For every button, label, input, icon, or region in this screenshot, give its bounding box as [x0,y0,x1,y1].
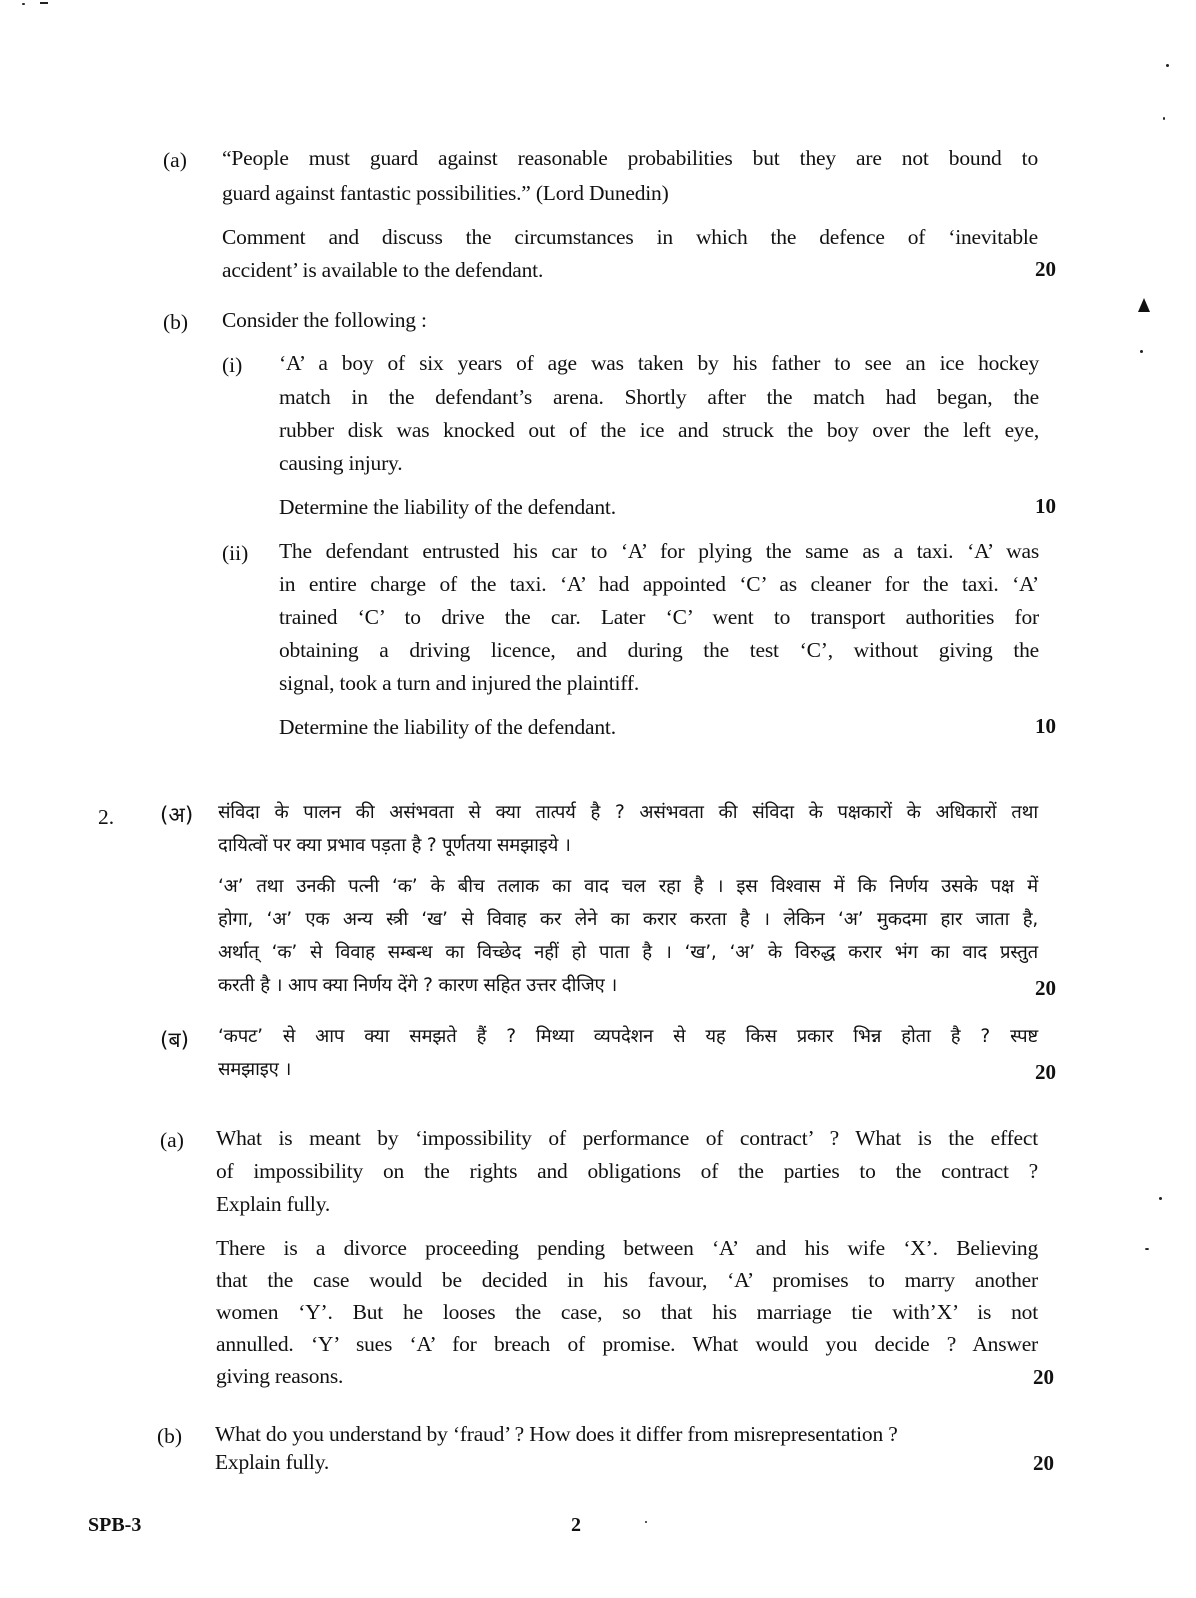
q2a-case-line: that the case would be decided in his favour, ‘A’ promises to marry another [216,1268,1038,1292]
q2a-case-line: giving reasons. [216,1364,344,1388]
scan-speck [22,3,25,5]
scan-speck [1145,1248,1149,1250]
q1b-i-line: rubber disk was knocked out of the ice and struck the boy over the left eye, [279,418,1039,442]
q2-hindi-a-case-line: अर्थात् ‘क’ से विवाह सम्बन्ध का विच्छेद नहीं हो पाता है । ‘ख’, ‘अ’ के विरुद्ध करार भंग का वाद प्रस्तुत [218,942,1038,963]
paper-code: SPB-3 [88,1514,142,1536]
q1a-quote-line: “People must guard against reasonable probabilities but they are not bound to [222,146,1038,170]
scan-speck [1163,117,1165,120]
q1b-ii-line: obtaining a driving licence, and during the test ‘C’, without giving the [279,638,1039,662]
q2b-marks: 20 [1033,1451,1054,1475]
q2-hindi-a-label: (अ) [160,803,194,828]
q2-hindi-a-case-line: करती है । आप क्या निर्णय देंगे ? कारण सहित उत्तर दीजिए । [218,975,618,996]
q1a-quote-line: guard against fantastic possibilities.” (Lord Dunedin) [222,181,669,205]
q1b-i-line: match in the defendant’s arena. Shortly after the match had began, the [279,385,1039,409]
scan-speck [40,2,48,4]
q2-hindi-b-line: समझाइए । [218,1059,292,1080]
q2a-case-line: annulled. ‘Y’ sues ‘A’ for breach of promise. What would you decide ? Answer [216,1332,1038,1356]
q1b-i-marks: 10 [1035,494,1056,518]
q2-hindi-a-line: संविदा के पालन की असंभवता से क्या तात्पर्य है ? असंभवता की संविदा के पक्षकारों के अधिकारों तथा [218,802,1038,823]
q1b-ii-line: The defendant entrusted his car to ‘A’ for plying the same as a taxi. ‘A’ was [279,539,1039,563]
q1b-ii-task: Determine the liability of the defendant. [279,715,616,739]
q2a-line: Explain fully. [216,1192,331,1216]
q1b-i-label: (i) [222,353,243,377]
q1b-i-line: causing injury. [279,451,403,475]
q1b-label: (b) [163,310,189,334]
q2-hindi-b-marks: 20 [1035,1060,1056,1084]
q2a-marks: 20 [1033,1365,1054,1389]
q2a-line: of impossibility on the rights and obligations of the parties to the contract ? [216,1159,1038,1183]
q2b-line: Explain fully. [215,1450,330,1474]
q1a-label: (a) [163,148,187,172]
scan-speck [1166,64,1169,67]
page-number: 2 [571,1514,581,1536]
q1a-marks: 20 [1035,257,1056,281]
q2b-line: What do you understand by ‘fraud’ ? How does it differ from misrepresentation ? [215,1422,898,1446]
q1b-i-task: Determine the liability of the defendant. [279,495,616,519]
q1b-ii-line: signal, took a turn and injured the plaintiff. [279,671,640,695]
q2-hindi-a-line: दायित्वों पर क्या प्रभाव पड़ता है ? पूर्णतया समझाइये । [218,835,571,856]
q1b-i-line: ‘A’ a boy of six years of age was taken by his father to see an ice hockey [279,351,1039,375]
q2-hindi-b-line: ‘कपट’ से आप क्या समझते हैं ? मिथ्या व्यपदेशन से यह किस प्रकार भिन्न होता है ? स्पष्ट [218,1026,1038,1047]
scan-speck [1140,350,1143,353]
q1a-task-line: accident’ is available to the defendant. [222,258,544,282]
scan-mark [1138,298,1150,312]
q1a-task-line: Comment and discuss the circumstances in which the defence of ‘inevitable [222,225,1038,249]
q1b-ii-marks: 10 [1035,714,1056,738]
q2b-label: (b) [157,1424,183,1448]
q2a-case-line: There is a divorce proceeding pending between ‘A’ and his wife ‘X’. Believing [216,1236,1038,1260]
q1b-ii-label: (ii) [222,541,249,565]
q2-hindi-a-case-line: होगा, ‘अ’ एक अन्य स्त्री ‘ख’ से विवाह कर लेने का करार करता है । लेकिन ‘अ’ मुकदमा हार जाता है, [218,909,1038,930]
q2a-label: (a) [160,1128,184,1152]
q2-hindi-a-marks: 20 [1035,976,1056,1000]
q2-number: 2. [98,805,115,829]
q1b-ii-line: trained ‘C’ to drive the car. Later ‘C’ went to transport authorities for [279,605,1039,629]
q2a-line: What is meant by ‘impossibility of performance of contract’ ? What is the effect [216,1126,1038,1150]
q2-hindi-b-label: (ब) [160,1028,190,1053]
scan-speck [645,1521,647,1523]
q2a-case-line: women ‘Y’. But he looses the case, so that his marriage tie with’X’ is not [216,1300,1038,1324]
q2-hindi-a-case-line: ‘अ’ तथा उनकी पत्नी ‘क’ के बीच तलाक का वाद चल रहा है । इस विश्वास में कि निर्णय उसके पक्ष में [218,876,1038,897]
scan-speck [1159,1197,1162,1200]
q1b-intro: Consider the following : [222,308,427,332]
q1b-ii-line: in entire charge of the taxi. ‘A’ had appointed ‘C’ as cleaner for the taxi. ‘A’ [279,572,1039,596]
